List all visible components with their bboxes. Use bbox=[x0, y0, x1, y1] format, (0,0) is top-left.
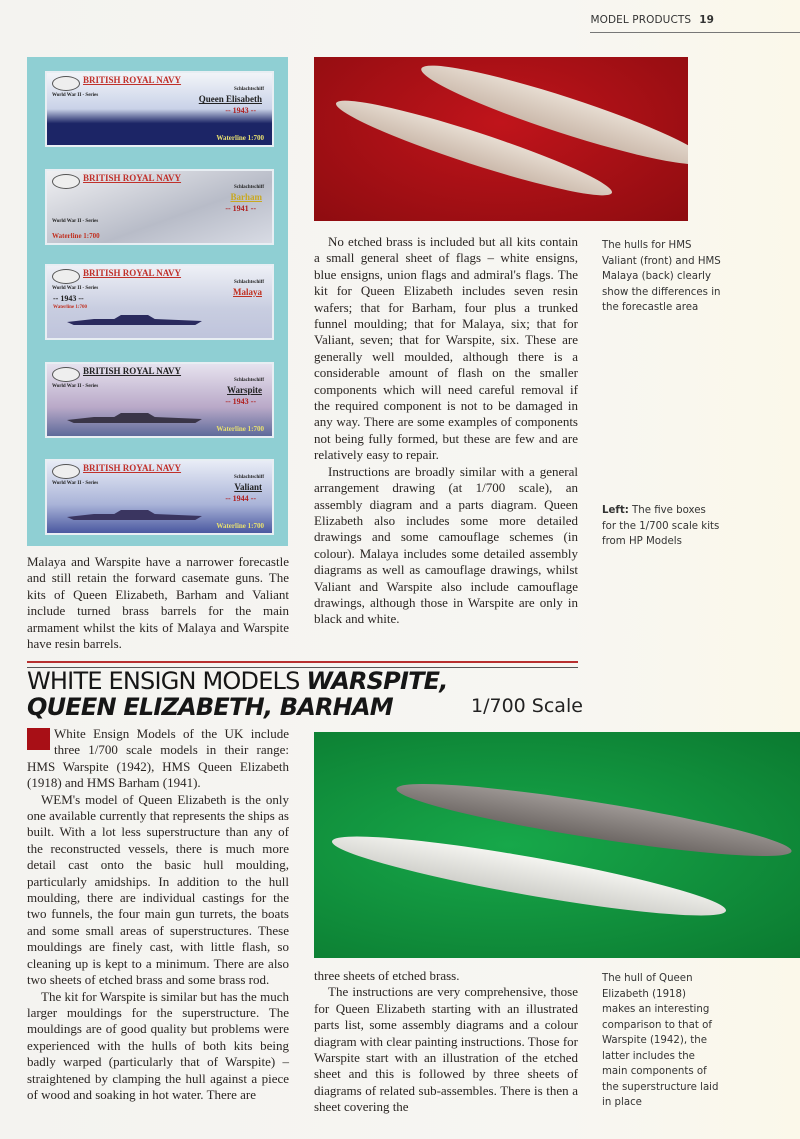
logo-icon bbox=[52, 76, 80, 91]
paragraph: The kit for Warspite is similar but has the much larger mouldings for the superstructure. The mouldings are of good quality but problems were experienced with the hulls of both kits being badly warped (particularly that of Warspite) – straightened by clamping the hull against a piece of wood and soaking in hot water. There are bbox=[27, 988, 289, 1102]
ship-silhouette bbox=[67, 510, 202, 520]
box-series: World War II - Series bbox=[52, 93, 99, 98]
paragraph: Malaya and Warspite have a narrower forecastle and still retain the forward casemate guns. The kits of Queen Elizabeth, Barham and Valiant include turned brass barrels for the main armament whilst the kits of Malaya and Warspite have resin barrels. bbox=[27, 554, 289, 652]
article2-left-column bbox=[27, 726, 289, 1103]
box-type: Schlachtschiff bbox=[234, 185, 264, 190]
paragraph: three sheets of etched brass. bbox=[314, 968, 460, 983]
page-number: 19 bbox=[699, 14, 714, 26]
logo-icon bbox=[52, 269, 80, 284]
box-scale: Waterline 1:700 bbox=[53, 305, 88, 310]
box-ship: Queen Elisabeth bbox=[198, 94, 262, 104]
running-header bbox=[590, 14, 714, 26]
box-series: World War II - Series bbox=[52, 481, 99, 486]
box-brand: BRITISH ROYAL NAVY bbox=[83, 366, 182, 376]
ship-silhouette bbox=[67, 413, 202, 423]
box-type: Schlachtschiff bbox=[234, 87, 264, 92]
photo-wem-hulls bbox=[314, 732, 800, 958]
box-brand: BRITISH ROYAL NAVY bbox=[83, 75, 182, 85]
logo-icon bbox=[52, 367, 80, 382]
caption-hulls: The hulls for HMS Valiant (front) and HMS Malaya (back) clearly show the differences in the forecastle area bbox=[602, 240, 721, 313]
logo-icon bbox=[52, 464, 80, 479]
paragraph: Instructions are broadly similar with a general arrangement drawing (at 1/700 scale), an assembly diagram and a parts diagram. Queen Elizabeth also includes some more detailed drawings and some camouflage schemes (in colour). Malaya includes some detailed assembly diagrams as well as camouflage drawings, whilst Valiant and Warspite also include camouflage drawings, although those in Warspite are only in black and white. bbox=[314, 463, 578, 627]
box-ship: Barham bbox=[230, 192, 262, 202]
box-ship: Malaya bbox=[233, 287, 262, 297]
paragraph: The instructions are very comprehensive, those for Queen Elizabeth starting with an illustrated parts list, some assembly diagrams and a colour diagram with clear painting instructions. Those for Warspite start with an illustration of the etched sheet and this is followed by three sheets of diagrams of related sub-assembles. There is then a sheet covering the bbox=[314, 984, 578, 1115]
box-type: Schlachtschiff bbox=[234, 280, 264, 285]
logo-icon bbox=[52, 174, 80, 189]
box-scale: Waterline 1:700 bbox=[216, 425, 264, 433]
box-brand: BRITISH ROYAL NAVY bbox=[83, 268, 182, 278]
box-year: -- 1943 -- bbox=[225, 397, 256, 406]
box-series: World War II - Series bbox=[52, 384, 99, 389]
ship-silhouette bbox=[67, 315, 202, 325]
box-scale: Waterline 1:700 bbox=[216, 134, 264, 142]
article2-scale: 1/700 Scale bbox=[471, 695, 583, 717]
box-scale: Waterline 1:700 bbox=[216, 522, 264, 530]
box-year: -- 1944 -- bbox=[225, 494, 256, 503]
box-ship: Valiant bbox=[234, 482, 262, 492]
box-year: -- 1943 -- bbox=[225, 106, 256, 115]
box-series: World War II - Series bbox=[52, 219, 99, 224]
box-brand: BRITISH ROYAL NAVY bbox=[83, 463, 182, 473]
box-scale: Waterline 1:700 bbox=[52, 232, 100, 240]
box-art-barham bbox=[45, 169, 274, 245]
box-ship: Warspite bbox=[227, 385, 262, 395]
box-art-valiant bbox=[45, 459, 274, 535]
caption-text: The five boxes for the 1/700 scale kits from HP Models bbox=[602, 505, 720, 547]
header-rule bbox=[590, 32, 800, 33]
title-part: WARSPITE, bbox=[306, 667, 448, 695]
title-part: WHITE ENSIGN MODELS bbox=[27, 667, 307, 695]
box-art-warspite bbox=[45, 362, 274, 438]
box-brand: BRITISH ROYAL NAVY bbox=[83, 173, 182, 183]
box-type: Schlachtschiff bbox=[234, 378, 264, 383]
article2-right-column bbox=[314, 968, 578, 1116]
caption-wem: The hull of Queen Elizabeth (1918) makes an interesting comparison to that of Warspite (1942), the latter includes the main components of the superstructure laid in place bbox=[602, 973, 719, 1108]
paragraph: WEM's model of Queen Elizabeth is the only one available currently that represents the ships as built. With a lot less superstructure than any of the reconstructed vessels, there is much more detail cast onto the basic hull moulding, particularly amidships. In addition to the hull moulding, there are individual castings for the two funnels, the four main gun turrets, the boats and some small areas of superstructures. These mouldings are finely cast, with little flash, so cleaning up is kept to a minimum. There are also two sheets of etched brass and some brass rod. bbox=[27, 791, 289, 988]
box-art-malaya bbox=[45, 264, 274, 340]
box-art-panel bbox=[27, 57, 288, 546]
photo-valiant-malaya-hulls bbox=[314, 57, 688, 221]
drop-cap-block bbox=[27, 728, 50, 750]
caption-label: Left: bbox=[602, 505, 629, 516]
caption-boxes bbox=[602, 503, 722, 550]
box-year: -- 1943 -- bbox=[53, 294, 84, 303]
article1-left-column bbox=[27, 554, 289, 652]
box-series: World War II - Series bbox=[52, 286, 99, 291]
article2-title bbox=[27, 668, 448, 720]
section-title: MODEL PRODUCTS bbox=[590, 14, 692, 26]
box-art-queen-elisabeth bbox=[45, 71, 274, 147]
box-type: Schlachtschiff bbox=[234, 475, 264, 480]
paragraph: No etched brass is included but all kits contain a small general sheet of flags – white ensigns, blue ensigns, union flags and admiral's flags. The kit for Queen Elizabeth includes seven resin wafers; that for Barham, four plus a trunked funnel moulding; that for Malaya, six; that for Valiant, seven; that for Warspite, six. These are generally well moulded, although there is a considerable amount of flash on the smaller components which will need careful removal if the required component is not to be damaged in any way. There are some examples of components not being fully formed, but these are few and are relatively easy to repair. bbox=[314, 234, 578, 463]
article1-right-column bbox=[314, 234, 578, 628]
box-year: -- 1941 -- bbox=[225, 204, 256, 213]
title-part: QUEEN ELIZABETH, BARHAM bbox=[27, 693, 393, 721]
paragraph: White Ensign Models of the UK include three 1/700 scale models in their range: HMS Warspite (1942), HMS Queen Elizabeth (1918) and HMS Barham (1941). bbox=[27, 726, 289, 791]
